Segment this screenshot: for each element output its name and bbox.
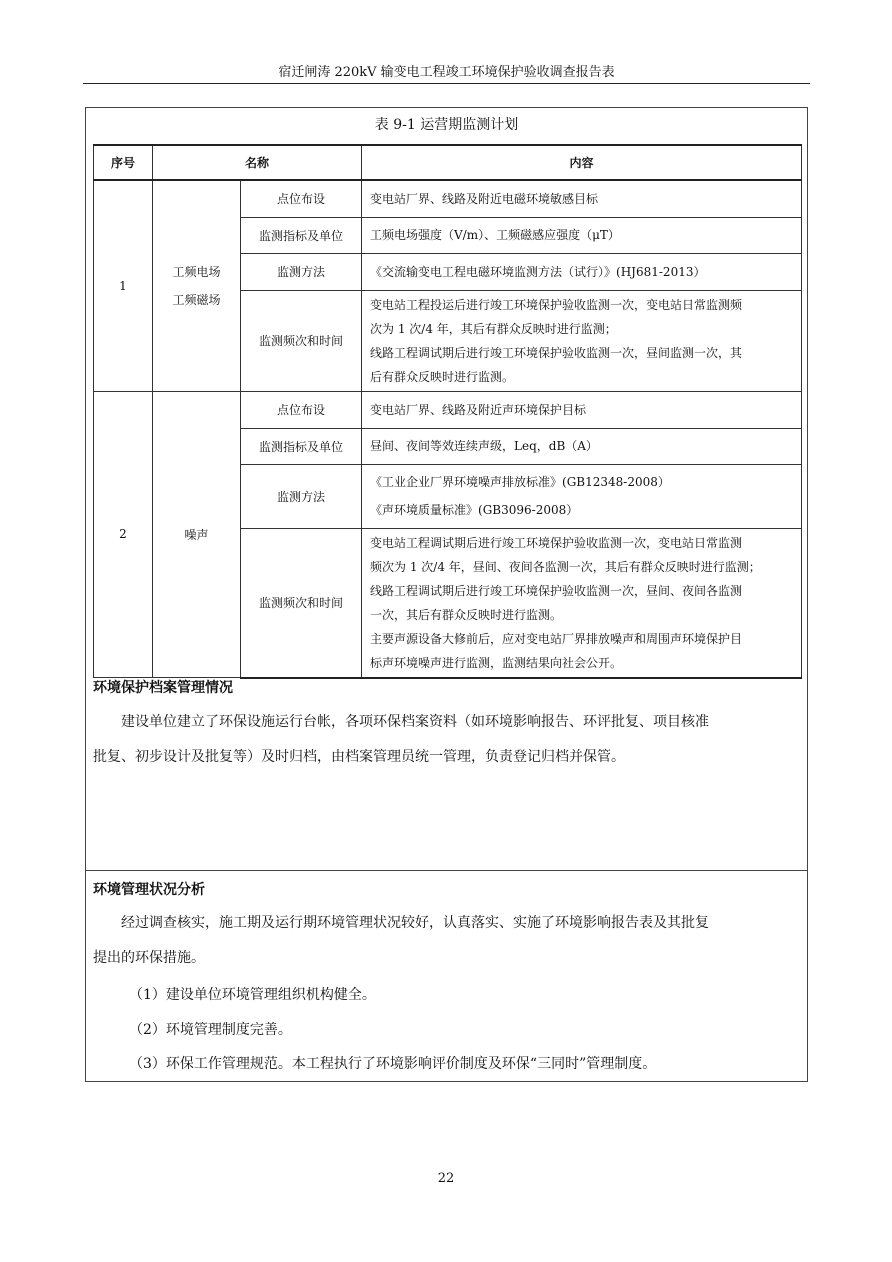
content-line: 《工业企业厂界环境噪声排放标准》(GB12348-2008） [370,475,670,489]
item-label: 监测指标及单位 [241,217,362,253]
analysis-list-item: （3）环保工作管理规范。本工程执行了环境影响评价制度及环保“三同时”管理制度。 [129,1056,657,1072]
archive-line: 批复、初步设计及批复等）及时归档，由档案管理员统一管理，负责登记归档并保管。 [93,749,625,765]
item-label: 监测频次和时间 [241,528,362,678]
archive-section-title: 环境保护档案管理情况 [93,680,233,696]
item-content [362,391,802,428]
section-divider [85,870,808,871]
analysis-list-item: （1）建设单位环境管理组织机构健全。 [129,987,376,1003]
content-line: 频次为 1 次/4 年，昼间、夜间各监测一次，其后有群众反映时进行监测； [370,559,761,574]
item-label: 监测频次和时间 [241,290,362,391]
monitoring-plan-table [93,144,802,679]
content-line: 主要声源设备大修前后，应对变电站厂界排放噪声和周围声环境保护目 [370,631,743,646]
content-line: 工频电场强度（V/m）、工频磁感应强度（μT） [370,228,620,242]
group-name-line: 工频电场 [172,264,221,279]
content-line: 线路工程调试期后进行竣工环境保护验收监测一次，昼间监测一次，其 [370,345,743,360]
analysis-line: 经过调查核实，施工期及运行期环境管理状况较好，认真落实、实施了环境影响报告表及其批复 [121,915,709,931]
analysis-line: 提出的环保措施。 [93,950,205,966]
content-line: 《交流输变电工程电磁环境监测方法（试行）》(HJ681-2013） [370,264,706,279]
content-line: 变电站工程投运后进行竣工环境保护验收监测一次，变电站日常监测频 [370,297,743,312]
group-name-line: 噪声 [184,527,209,542]
item-content [362,217,802,253]
group-name [153,180,241,391]
analysis-section-title: 环境管理状况分析 [93,882,205,898]
content-line: 标声环境噪声进行监测，监测结果向社会公开。 [370,655,623,670]
group-number: 2 [94,391,153,678]
item-content [362,528,802,678]
header-rule [83,83,810,84]
item-label: 点位布设 [241,180,362,217]
item-label: 点位布设 [241,391,362,428]
content-line: 线路工程调试期后进行竣工环境保护验收监测一次，昼间、夜间各监测 [370,583,743,598]
content-line: 变电站工程调试期后进行竣工环境保护验收监测一次，变电站日常监测 [370,535,743,550]
content-line: 后有群众反映时进行监测。 [370,369,515,384]
archive-paragraph [93,705,793,775]
column-header-no: 序号 [94,145,153,180]
item-label: 监测指标及单位 [241,428,362,464]
page-number: 22 [437,1171,455,1186]
content-line: 《声环境质量标准》(GB3096-2008） [370,503,579,517]
content-line: 昼间、夜间等效连续声级，Leq，dB（A） [370,439,598,453]
archive-line: 建设单位建立了环保设施运行台帐，各项环保档案资料（如环境影响报告、环评批复、项目核准 [121,714,709,730]
column-header-name: 名称 [153,145,362,180]
item-content [362,428,802,464]
analysis-paragraph [93,906,793,976]
content-line: 一次，其后有群众反映时进行监测。 [370,607,563,622]
document-header: 宿迁闸涛 220kV 输变电工程竣工环境保护验收调查报告表 [278,65,615,80]
item-content [362,253,802,290]
table-row [94,391,802,428]
group-name-line: 工频磁场 [172,292,221,307]
item-content [362,180,802,217]
content-line: 变电站厂界、线路及附近声环境保护目标 [370,402,587,417]
analysis-list-item: （2）环境管理制度完善。 [129,1022,292,1038]
item-content [362,290,802,391]
table-row [94,180,802,217]
group-name [153,391,241,678]
column-header-content: 内容 [362,145,802,180]
item-content [362,464,802,528]
table-header-row [94,145,802,180]
item-label: 监测方法 [241,253,362,290]
content-line: 变电站厂界、线路及附近电磁环境敏感目标 [370,191,599,206]
item-label: 监测方法 [241,464,362,528]
table-title: 表 9-1 运营期监测计划 [374,117,519,133]
content-line: 次为 1 次/4 年，其后有群众反映时进行监测； [370,321,617,336]
group-number: 1 [94,180,153,391]
